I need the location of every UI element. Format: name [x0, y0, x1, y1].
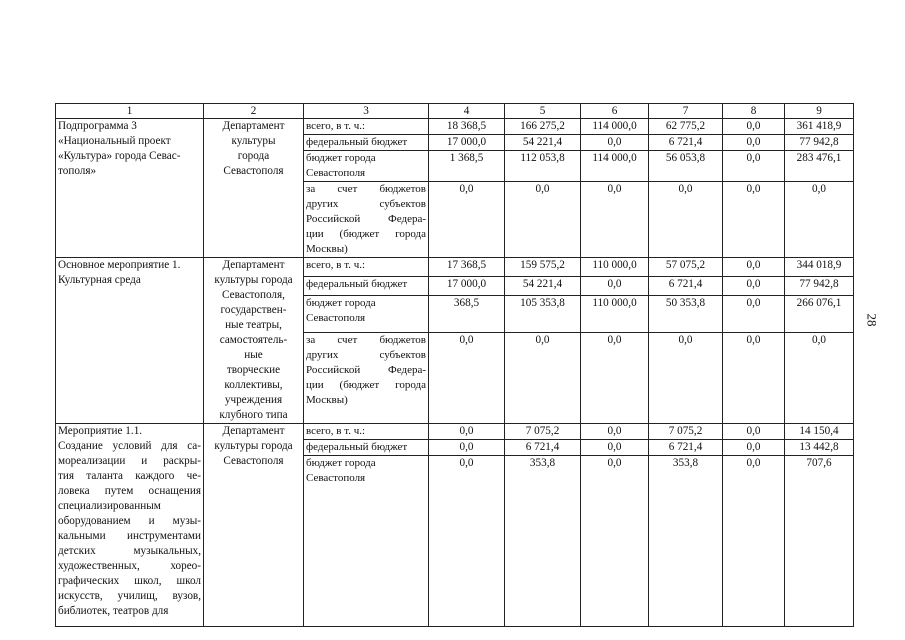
table-row — [56, 424, 854, 440]
funding-source-line: Севастополя — [306, 472, 366, 484]
program-name-line: тополя» — [58, 165, 97, 177]
executor-line: культуры — [231, 135, 276, 147]
value-cell: 0,0 — [505, 333, 581, 424]
value-cell: 0,0 — [581, 424, 649, 440]
value-cell: 0,0 — [723, 424, 785, 440]
funding-source-line: бюджет города — [306, 152, 376, 164]
program-name-line: Создание условий для са- — [58, 440, 201, 452]
program-name-line: специализированным — [58, 500, 161, 512]
program-name-line: Культурная среда — [58, 274, 141, 286]
value-cell: 57 075,2 — [649, 258, 723, 277]
program-name-line: тия таланта каждого че- — [58, 470, 201, 482]
value-cell: 14 150,4 — [785, 424, 854, 440]
funding-source-line: Севастополя — [306, 312, 366, 325]
program-name-line: библиотек, театров для — [58, 605, 169, 617]
value-cell: 0,0 — [723, 135, 785, 151]
funding-source-line: бюджет города — [306, 457, 376, 469]
value-cell: 0,0 — [429, 440, 505, 456]
value-cell: 0,0 — [429, 333, 505, 424]
value-cell: 13 442,8 — [785, 440, 854, 456]
value-cell: 6 721,4 — [649, 135, 723, 151]
value-cell: 110 000,0 — [581, 296, 649, 333]
column-header: 2 — [204, 104, 304, 119]
executor-line: творческие — [226, 364, 281, 376]
table-row — [56, 119, 854, 135]
value-cell: 17 368,5 — [429, 258, 505, 277]
value-cell: 77 942,8 — [785, 135, 854, 151]
program-name-line: кальными инструментами — [58, 530, 201, 542]
value-cell: 0,0 — [723, 151, 785, 182]
value-cell: 7 075,2 — [649, 424, 723, 440]
value-cell: 105 353,8 — [505, 296, 581, 333]
program-name-line: графических школ, школ — [58, 575, 201, 587]
program-name-line: искусств, училищ, вузов, — [58, 590, 201, 602]
funding-source-line: ции (бюджет города — [306, 228, 426, 240]
value-cell: 50 353,8 — [649, 296, 723, 333]
value-cell: 0,0 — [581, 456, 649, 627]
column-header: 7 — [649, 104, 723, 119]
program-name-line: художественных, хорео- — [58, 560, 201, 572]
column-header: 5 — [505, 104, 581, 119]
funding-source-line: других субъектов — [306, 198, 426, 210]
column-header: 8 — [723, 104, 785, 119]
executor-line: коллективы, — [224, 379, 283, 391]
value-cell: 0,0 — [785, 182, 854, 258]
table-row — [56, 258, 854, 277]
executor-line: государствен- — [220, 304, 287, 316]
funding-source-cell: федеральный бюджет — [304, 440, 429, 456]
value-cell: 0,0 — [723, 182, 785, 258]
value-cell: 0,0 — [723, 258, 785, 277]
funding-source-line: за счет бюджетов — [306, 334, 426, 347]
value-cell: 0,0 — [723, 440, 785, 456]
budget-table — [55, 103, 854, 627]
value-cell: 159 575,2 — [505, 258, 581, 277]
funding-source-line: Севастополя — [306, 167, 366, 179]
value-cell: 0,0 — [723, 277, 785, 296]
value-cell: 17 000,0 — [429, 277, 505, 296]
executor-line: ные театры, — [225, 319, 282, 331]
value-cell: 56 053,8 — [649, 151, 723, 182]
funding-source-cell: федеральный бюджет — [304, 277, 429, 296]
value-cell: 110 000,0 — [581, 258, 649, 277]
value-cell: 7 075,2 — [505, 424, 581, 440]
funding-source-line: Российской Федера- — [306, 364, 426, 377]
value-cell: 0,0 — [649, 182, 723, 258]
funding-source-line: Москвы) — [306, 243, 348, 255]
executor-line: Севастополя, — [222, 289, 285, 301]
value-cell: 0,0 — [649, 333, 723, 424]
funding-source-line: бюджет города — [306, 297, 376, 310]
value-cell: 0,0 — [429, 456, 505, 627]
header-row — [56, 104, 854, 119]
value-cell: 0,0 — [723, 119, 785, 135]
value-cell: 0,0 — [723, 296, 785, 333]
value-cell: 283 476,1 — [785, 151, 854, 182]
value-cell: 6 721,4 — [649, 440, 723, 456]
value-cell: 353,8 — [505, 456, 581, 627]
value-cell: 0,0 — [723, 456, 785, 627]
value-cell: 6 721,4 — [505, 440, 581, 456]
funding-source-line: за счет бюджетов — [306, 183, 426, 195]
program-name-cell — [56, 258, 204, 424]
executor-line: Департамент — [222, 120, 285, 132]
value-cell: 0,0 — [581, 182, 649, 258]
page-number: 28 — [864, 313, 880, 327]
program-name-cell — [56, 119, 204, 258]
program-name-line: оборудованием и музы- — [58, 515, 201, 527]
value-cell: 344 018,9 — [785, 258, 854, 277]
value-cell: 0,0 — [581, 277, 649, 296]
value-cell: 266 076,1 — [785, 296, 854, 333]
value-cell: 54 221,4 — [505, 135, 581, 151]
column-header: 3 — [304, 104, 429, 119]
funding-source-cell: всего, в т. ч.: — [304, 119, 429, 135]
funding-source-line: ции (бюджет города — [306, 379, 426, 392]
value-cell: 114 000,0 — [581, 151, 649, 182]
program-name-line: детских музыкальных, — [58, 545, 201, 557]
value-cell: 0,0 — [429, 424, 505, 440]
value-cell: 166 275,2 — [505, 119, 581, 135]
column-header: 1 — [56, 104, 204, 119]
value-cell: 0,0 — [785, 333, 854, 424]
value-cell: 18 368,5 — [429, 119, 505, 135]
executor-line: учреждения — [224, 394, 283, 406]
funding-source-cell — [304, 333, 429, 424]
value-cell: 707,6 — [785, 456, 854, 627]
executor-line: культуры города — [214, 274, 293, 286]
value-cell: 368,5 — [429, 296, 505, 333]
executor-line: самостоятель- — [219, 334, 288, 346]
funding-source-line: других субъектов — [306, 349, 426, 362]
executor-line: Департамент — [222, 425, 285, 437]
executor-cell — [204, 119, 304, 258]
value-cell: 114 000,0 — [581, 119, 649, 135]
funding-source-line: Российской Федера- — [306, 213, 426, 225]
executor-line: клубного типа — [219, 409, 288, 421]
value-cell: 0,0 — [505, 182, 581, 258]
executor-line: Севастополя — [223, 455, 284, 467]
funding-source-cell — [304, 151, 429, 182]
value-cell: 0,0 — [581, 135, 649, 151]
executor-line: Севастополя — [223, 165, 284, 177]
executor-line: культуры города — [214, 440, 293, 452]
value-cell: 0,0 — [581, 333, 649, 424]
column-header: 9 — [785, 104, 854, 119]
program-name-line: Основное мероприятие 1. — [58, 259, 181, 271]
program-name-cell — [56, 424, 204, 627]
program-name-line: Мероприятие 1.1. — [58, 425, 143, 437]
value-cell: 361 418,9 — [785, 119, 854, 135]
funding-source-cell — [304, 296, 429, 333]
value-cell: 353,8 — [649, 456, 723, 627]
value-cell: 17 000,0 — [429, 135, 505, 151]
value-cell: 54 221,4 — [505, 277, 581, 296]
value-cell: 0,0 — [723, 333, 785, 424]
program-name-line: «Культура» города Севас- — [58, 150, 181, 162]
value-cell: 112 053,8 — [505, 151, 581, 182]
funding-source-line: Москвы) — [306, 394, 348, 407]
value-cell: 62 775,2 — [649, 119, 723, 135]
funding-source-cell — [304, 456, 429, 627]
funding-source-cell: всего, в т. ч.: — [304, 424, 429, 440]
executor-line: ные — [244, 349, 263, 361]
executor-line: города — [237, 150, 270, 162]
value-cell: 1 368,5 — [429, 151, 505, 182]
funding-source-cell: федеральный бюджет — [304, 135, 429, 151]
value-cell: 77 942,8 — [785, 277, 854, 296]
program-name-line: ловека путем оснащения — [58, 485, 201, 497]
funding-source-cell: всего, в т. ч.: — [304, 258, 429, 277]
program-name-line: мореализации и раскры- — [58, 455, 201, 467]
funding-source-cell — [304, 182, 429, 258]
column-header: 6 — [581, 104, 649, 119]
executor-cell — [204, 424, 304, 627]
value-cell: 6 721,4 — [649, 277, 723, 296]
program-name-line: «Национальный проект — [58, 135, 171, 147]
value-cell: 0,0 — [429, 182, 505, 258]
column-header: 4 — [429, 104, 505, 119]
executor-cell — [204, 258, 304, 424]
program-name-line: Подпрограмма 3 — [58, 120, 137, 132]
value-cell: 0,0 — [581, 440, 649, 456]
executor-line: Департамент — [222, 259, 285, 271]
